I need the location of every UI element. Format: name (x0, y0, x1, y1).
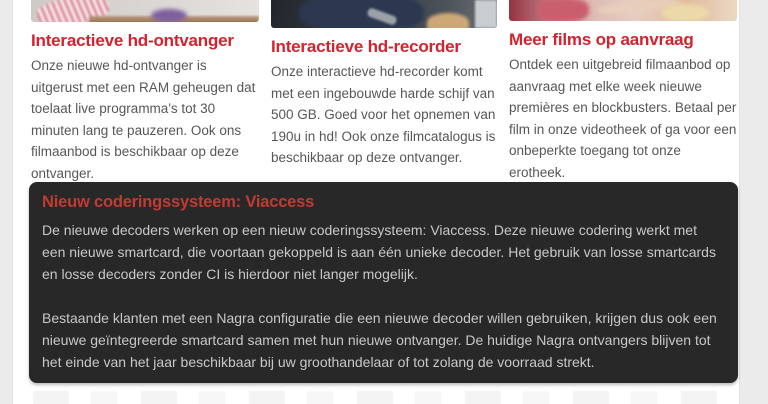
article-image-hd-ontvanger[interactable] (31, 0, 259, 22)
article-hd-recorder (271, 0, 497, 169)
article-image-hd-recorder[interactable] (271, 0, 497, 28)
article-hd-ontvanger (31, 0, 259, 184)
article-films-op-aanvraag (509, 0, 737, 183)
photo-fragment-sweater (299, 0, 424, 28)
article-title-films-op-aanvraag[interactable]: Meer films op aanvraag (509, 30, 694, 49)
article-body-hd-recorder: Onze interactieve hd-recorder komt met een ingebouwde harde schijf van 500 GB. Goed voor het opnemen van 190u in hd! Ook onze filmcatalogus is beschikbaar op deze ontvanger. (271, 64, 496, 165)
article-title-hd-recorder[interactable]: Interactieve hd-recorder (271, 37, 461, 56)
footer-cutoff-row (33, 391, 723, 404)
photo-fragment-child-hair (427, 13, 469, 28)
photo-fragment-blonde-hair (661, 4, 709, 21)
photo-fragment-red-figure (537, 0, 589, 21)
notice-box-viaccess (29, 182, 738, 383)
notice-paragraph-1: De nieuwe decoders werken op een nieuw coderingssysteem: Viaccess. Deze nieuwe codering werkt met een nieuwe smartcard, die voortaan gekoppeld is aan één unieke decoder. Het gebruik van losse smartcards en losse decoders zonder CI is hierdoor niet langer mogelijk. (42, 222, 716, 282)
article-image-films-op-aanvraag[interactable] (509, 0, 737, 21)
notice-paragraph-2: Bestaande klanten met een Nagra configuratie die een nieuwe decoder willen gebruiken, krijgen dus ook een nieuwe geïntegreerde smartcard samen met hun nieuwe ontvanger. De huidige Nagra ontvangers blijven tot het einde van het jaar beschikbaar bij uw groothandelaar of tot zolang de voorraad strekt. (42, 310, 717, 370)
article-body-hd-ontvanger: Onze nieuwe hd-ontvanger is uitgerust met een RAM geheugen dat toelaat live programma's tot 30 minuten lang te pauzeren. Ook ons filmaanbod is beschikbaar op deze ontvanger. (31, 58, 256, 181)
content-area (12, 0, 740, 404)
article-body-films-op-aanvraag: Ontdek een uitgebreid filmaanbod op aanvraag met elke week nieuwe premières en blockbusters. Betaal per film in onze videotheek of ga voor een onbeperkte toegang tot onze erotheek. (509, 57, 737, 180)
article-title-hd-ontvanger[interactable]: Interactieve hd-ontvanger (31, 31, 234, 50)
notice-title: Nieuw coderingssysteem: Viaccess (42, 193, 315, 211)
photo-fragment-purple-item (151, 9, 187, 22)
photo-fragment-couch (475, 0, 497, 28)
